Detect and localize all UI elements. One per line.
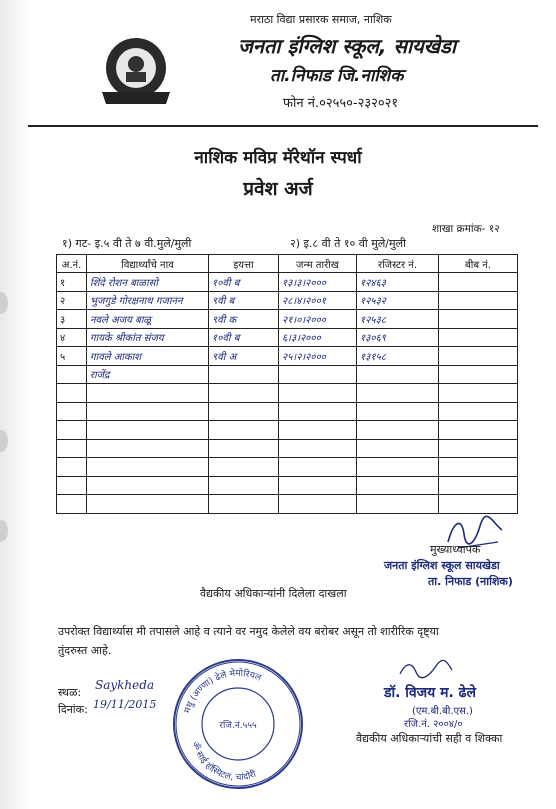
cell-bib [439,347,518,366]
cell-class [209,402,279,421]
cell-name [87,495,209,514]
cell-name: गावले आकाश [87,347,209,366]
cell-bib [439,310,518,329]
cell-name [87,402,209,421]
certificate-line-2: तुंदरुस्त आहे. [58,644,112,657]
cell-class: ९वी ब [209,291,279,310]
cell-bib [439,439,518,458]
registration-table [56,254,518,514]
cell-dob: १३।३।२००० [279,273,357,292]
cell-register [357,476,439,495]
headmaster-place: ता. निफाड (नाशिक) [428,575,513,588]
table-row [57,384,518,403]
doctor-signature [396,658,456,680]
school-location: ता.निफाड जि.नाशिक [270,66,404,86]
table-row [57,421,518,440]
cell-name [87,476,209,495]
cell-name: गायके श्रीकांत संजय [87,328,209,347]
cell-dob [279,495,357,514]
cell-name [87,421,209,440]
medical-heading: वैद्यकीय अधिकाऱ्यांनी दिलेला दाखला [200,587,347,600]
table-row [57,402,518,421]
cell-class: १०वी ब [209,273,279,292]
table-row [57,495,518,514]
cell-serial [57,421,87,440]
cell-serial [57,495,87,514]
cell-serial [57,365,87,384]
cell-register [357,384,439,403]
col-header-register: रजिस्टर नं. [357,255,439,273]
cell-bib [439,476,518,495]
cell-class: १०वी ब [209,328,279,347]
cell-register [357,495,439,514]
table-row [57,328,518,347]
cell-class [209,495,279,514]
cell-register: १३१५८ [357,347,439,366]
table-row [57,310,518,329]
cell-dob: २५।२।२००० [279,347,357,366]
col-header-name: विद्यार्थ्यांचे नाव [87,255,209,273]
table-row [57,439,518,458]
school-name: जनता इंग्लिश स्कूल, सायखेडा [238,34,457,58]
cell-bib [439,273,518,292]
cell-class [209,365,279,384]
doctor-name: डॉ. विजय म. ढेले [384,685,477,701]
cell-serial: ५ [57,347,87,366]
cell-dob [279,384,357,403]
event-title: नाशिक मविप्र मॅरेथॉन स्पर्धा [194,148,362,168]
header-divider [28,125,538,127]
stamp-bottom-text: ॐ साई हॉस्पिटल, चांदोरी [189,740,258,784]
cell-register [357,458,439,477]
cell-dob: ६।३।२००० [279,328,357,347]
cell-class [209,384,279,403]
organization-name: मराठा विद्या प्रसारक समाज, नाशिक [250,13,392,26]
hospital-stamp [170,656,306,792]
school-logo [96,30,176,110]
cell-register: १२४६३ [357,273,439,292]
cell-serial [57,476,87,495]
cell-dob [279,421,357,440]
group-2-label: २) इ.८ वी ते १० वी मुले/मुली [290,237,406,250]
medical-signature-label: वैद्यकीय अधिकाऱ्यांची सही व शिक्का [356,732,503,745]
cell-class [209,439,279,458]
cell-serial [57,384,87,403]
cell-serial: ३ [57,310,87,329]
cell-serial: ४ [57,328,87,347]
cell-name: राजेंद्र [87,365,209,384]
table-header-row [57,255,518,273]
cell-dob [279,439,357,458]
school-phone: फोन नं.०२५५०-२३२०२१ [283,96,399,111]
cell-dob [279,402,357,421]
cell-bib [439,384,518,403]
cell-class: ९वी क [209,310,279,329]
cell-register [357,421,439,440]
table-row [57,291,518,310]
table-row [57,365,518,384]
cell-serial: २ [57,291,87,310]
col-header-class: इयत्ता [209,255,279,273]
cell-bib [439,495,518,514]
cell-name: नवले अजय बाळू [87,310,209,329]
cell-register [357,439,439,458]
stamp-top-text: मधु (अण्णा) ढेले मेमोरियल [182,668,263,715]
cell-name [87,458,209,477]
cell-serial [57,439,87,458]
place-label: स्थळ: [58,686,82,699]
scan-edge [0,0,28,809]
cell-bib [439,402,518,421]
cell-dob [279,365,357,384]
headmaster-title: मुख्याध्यापक [430,543,481,556]
group-1-label: १) गट- इ.५ वी ते ७ वी.मुले/मुली [62,237,192,250]
table-row [57,458,518,477]
cell-bib [439,328,518,347]
cell-name [87,439,209,458]
doctor-degree: (एम.बी.बी.एस.) [412,706,473,717]
cell-register [357,365,439,384]
table-row [57,347,518,366]
headmaster-school: जनता इंग्लिश स्कूल सायखेडा [384,559,500,572]
date-label: दिनांक: [58,703,88,716]
cell-register [357,402,439,421]
cell-class [209,421,279,440]
cell-class [209,476,279,495]
cell-name [87,384,209,403]
cell-name: भुजगुडे गोरक्षनाथ गजानन [87,291,209,310]
cell-bib [439,291,518,310]
cell-bib [439,458,518,477]
cell-register: १२५३८ [357,310,439,329]
cell-serial: १ [57,273,87,292]
branch-number: शाखा क्रमांक- १२ [432,223,500,235]
doctor-registration: रजि.नं. २००४/० [404,719,463,730]
cell-register: १२५३२ [357,291,439,310]
cell-dob: २१।०।२००० [279,310,357,329]
cell-dob: २८।४।२००१ [279,291,357,310]
stamp-reg-number: रजि.नं.५५५ [219,721,257,731]
cell-serial [57,458,87,477]
certificate-line-1: उपरोक्त विद्यार्थ्यास मी तपासले आहे व त्याने वर नमुद केलेले वय बरोबर असून तो शारीरिक दृष्ट्या [58,625,439,638]
table-row [57,273,518,292]
place-value: Saykheda [95,678,155,692]
col-header-dob: जन्म तारीख [279,255,357,273]
col-header-serial: अ.नं. [57,255,87,273]
cell-bib [439,421,518,440]
cell-bib [439,365,518,384]
cell-register: १३०६९ [357,328,439,347]
cell-dob [279,458,357,477]
cell-class [209,458,279,477]
cell-name: शिंदे रोशन बाळासो [87,273,209,292]
date-value: 19/11/2015 [93,698,157,711]
col-header-bib: बीब नं. [439,255,518,273]
cell-serial [57,402,87,421]
cell-class: ९वी अ [209,347,279,366]
table-row [57,476,518,495]
form-title: प्रवेश अर्ज [243,178,313,200]
cell-dob [279,476,357,495]
